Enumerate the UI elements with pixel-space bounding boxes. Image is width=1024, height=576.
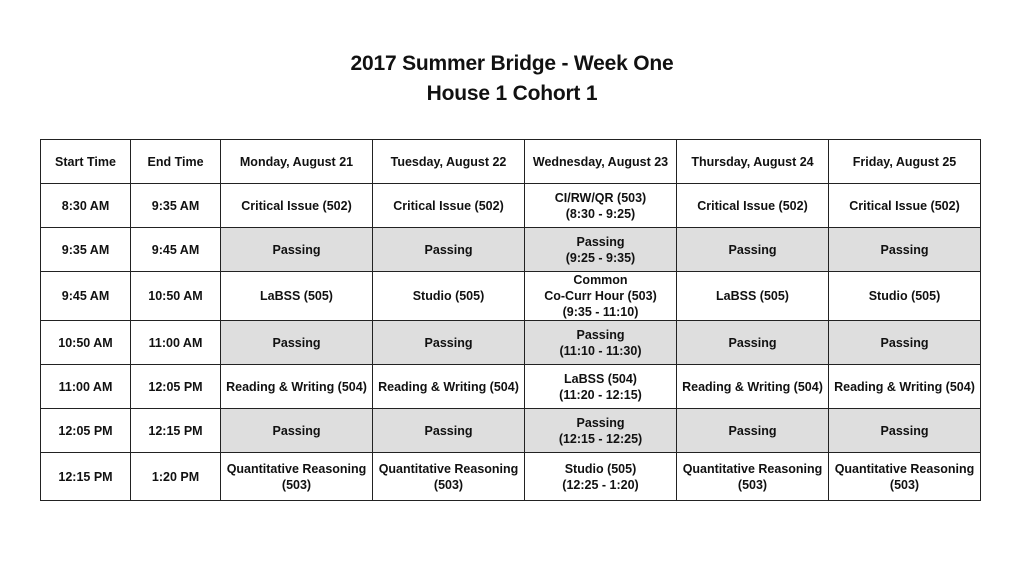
end-time-cell: 9:45 AM bbox=[131, 228, 221, 272]
header-thursday: Thursday, August 24 bbox=[677, 140, 829, 184]
header-monday: Monday, August 21 bbox=[221, 140, 373, 184]
wednesday-session-cell: Passing (12:15 - 12:25) bbox=[525, 409, 677, 453]
wednesday-session-cell: CI/RW/QR (503) (8:30 - 9:25) bbox=[525, 184, 677, 228]
table-row bbox=[41, 184, 981, 228]
friday-session-cell: Reading & Writing (504) bbox=[829, 365, 981, 409]
tuesday-session-cell: Reading & Writing (504) bbox=[373, 365, 525, 409]
friday-session-cell: Quantitative Reasoning (503) bbox=[829, 453, 981, 501]
end-time-cell: 11:00 AM bbox=[131, 321, 221, 365]
table-row bbox=[41, 365, 981, 409]
header-start-time: Start Time bbox=[41, 140, 131, 184]
friday-session-cell: Passing bbox=[829, 228, 981, 272]
wednesday-session-cell: Passing (11:10 - 11:30) bbox=[525, 321, 677, 365]
start-time-cell: 10:50 AM bbox=[41, 321, 131, 365]
header-wednesday: Wednesday, August 23 bbox=[525, 140, 677, 184]
wednesday-session-cell: Common Co-Curr Hour (503) (9:35 - 11:10) bbox=[525, 272, 677, 321]
monday-session-cell: Passing bbox=[221, 321, 373, 365]
friday-session-cell: Passing bbox=[829, 409, 981, 453]
tuesday-session-cell: Critical Issue (502) bbox=[373, 184, 525, 228]
table-row bbox=[41, 409, 981, 453]
end-time-cell: 12:15 PM bbox=[131, 409, 221, 453]
page-title: 2017 Summer Bridge - Week One bbox=[350, 52, 674, 75]
header-friday: Friday, August 25 bbox=[829, 140, 981, 184]
header-tuesday: Tuesday, August 22 bbox=[373, 140, 525, 184]
table-row bbox=[41, 321, 981, 365]
schedule-table bbox=[40, 139, 981, 501]
thursday-session-cell: Reading & Writing (504) bbox=[677, 365, 829, 409]
wednesday-session-cell: LaBSS (504) (11:20 - 12:15) bbox=[525, 365, 677, 409]
start-time-cell: 9:35 AM bbox=[41, 228, 131, 272]
tuesday-session-cell: Passing bbox=[373, 228, 525, 272]
start-time-cell: 12:15 PM bbox=[41, 453, 131, 501]
start-time-cell: 12:05 PM bbox=[41, 409, 131, 453]
wednesday-session-cell: Passing (9:25 - 9:35) bbox=[525, 228, 677, 272]
page-subtitle: House 1 Cohort 1 bbox=[426, 82, 598, 105]
end-time-cell: 9:35 AM bbox=[131, 184, 221, 228]
wednesday-session-cell: Studio (505) (12:25 - 1:20) bbox=[525, 453, 677, 501]
monday-session-cell: Reading & Writing (504) bbox=[221, 365, 373, 409]
thursday-session-cell: Critical Issue (502) bbox=[677, 184, 829, 228]
tuesday-session-cell: Studio (505) bbox=[373, 272, 525, 321]
monday-session-cell: Passing bbox=[221, 228, 373, 272]
table-row bbox=[41, 272, 981, 321]
document-header bbox=[0, 49, 1024, 109]
header-end-time: End Time bbox=[131, 140, 221, 184]
monday-session-cell: Critical Issue (502) bbox=[221, 184, 373, 228]
start-time-cell: 8:30 AM bbox=[41, 184, 131, 228]
tuesday-session-cell: Passing bbox=[373, 321, 525, 365]
header-row bbox=[41, 140, 981, 184]
start-time-cell: 9:45 AM bbox=[41, 272, 131, 321]
end-time-cell: 12:05 PM bbox=[131, 365, 221, 409]
table-row bbox=[41, 228, 981, 272]
end-time-cell: 1:20 PM bbox=[131, 453, 221, 501]
monday-session-cell: LaBSS (505) bbox=[221, 272, 373, 321]
end-time-cell: 10:50 AM bbox=[131, 272, 221, 321]
schedule-body bbox=[41, 184, 981, 501]
monday-session-cell: Quantitative Reasoning (503) bbox=[221, 453, 373, 501]
table-row bbox=[41, 453, 981, 501]
friday-session-cell: Studio (505) bbox=[829, 272, 981, 321]
thursday-session-cell: Passing bbox=[677, 228, 829, 272]
tuesday-session-cell: Quantitative Reasoning (503) bbox=[373, 453, 525, 501]
start-time-cell: 11:00 AM bbox=[41, 365, 131, 409]
friday-session-cell: Passing bbox=[829, 321, 981, 365]
thursday-session-cell: Passing bbox=[677, 321, 829, 365]
tuesday-session-cell: Passing bbox=[373, 409, 525, 453]
thursday-session-cell: LaBSS (505) bbox=[677, 272, 829, 321]
thursday-session-cell: Quantitative Reasoning (503) bbox=[677, 453, 829, 501]
monday-session-cell: Passing bbox=[221, 409, 373, 453]
friday-session-cell: Critical Issue (502) bbox=[829, 184, 981, 228]
thursday-session-cell: Passing bbox=[677, 409, 829, 453]
